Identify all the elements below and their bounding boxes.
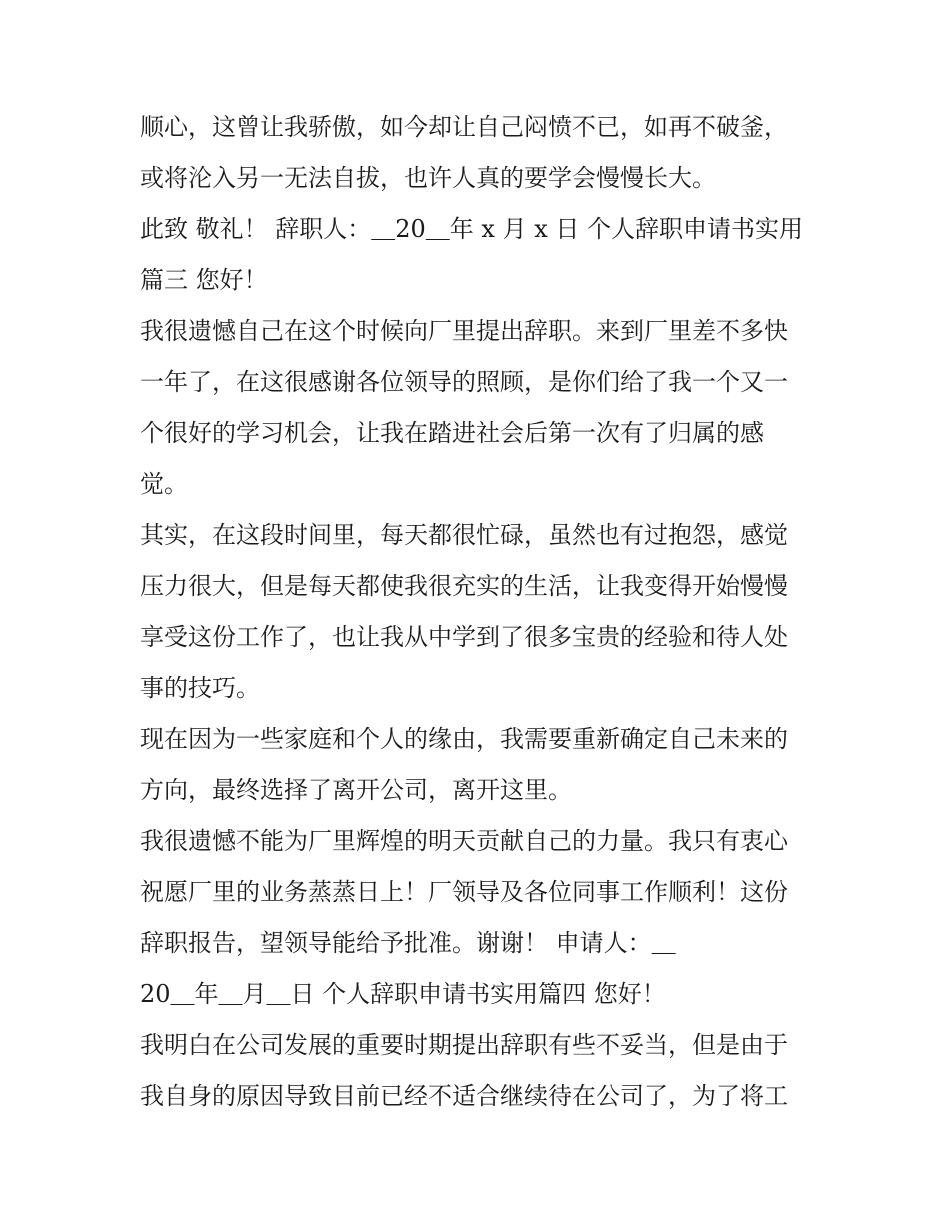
text-line: 个很好的学习机会，让我在踏进社会后第一次有了归属的感 — [140, 419, 764, 447]
text-line: 觉。 — [140, 470, 188, 498]
text-line: 方向，最终选择了离开公司，离开这里。 — [140, 776, 572, 804]
text-line: 我自身的原因导致目前已经不适合继续待在公司了，为了将工 — [140, 1082, 788, 1110]
text-line: 现在因为一些家庭和个人的缘由，我需要重新确定自己未来的 — [140, 725, 788, 753]
text-line: 一年了，在这很感谢各位领导的照顾，是你们给了我一个又一 — [140, 368, 788, 396]
text-line: 享受这份工作了，也让我从中学到了很多宝贵的经验和待人处 — [140, 623, 788, 651]
text-line: 顺心，这曾让我骄傲，如今却让自己闷愤不已，如再不破釜， — [140, 113, 788, 141]
text-line: 祝愿厂里的业务蒸蒸日上！厂领导及各位同事工作顺利！这份 — [140, 878, 788, 906]
text-line: 辞职报告，望领导能给予批准。谢谢！ 申请人：＿ — [140, 929, 676, 957]
text-line: 20＿年＿月＿日 个人辞职申请书实用篇四 您好！ — [140, 980, 666, 1008]
text-line: 或将沦入另一无法自拔，也许人真的要学会慢慢长大。 — [140, 164, 716, 192]
text-line: 压力很大，但是每天都使我很充实的生活，让我变得开始慢慢 — [140, 572, 788, 600]
text-line: 我明白在公司发展的重要时期提出辞职有些不妥当，但是由于 — [140, 1031, 788, 1059]
text-line: 篇三 您好！ — [140, 266, 268, 294]
text-line: 我很遗憾自己在这个时候向厂里提出辞职。来到厂里差不多快 — [140, 317, 788, 345]
text-line: 此致 敬礼！ 辞职人：＿20＿年 x 月 x 日 个人辞职申请书实用 — [140, 215, 804, 243]
text-line: 其实，在这段时间里，每天都很忙碌，虽然也有过抱怨，感觉 — [140, 521, 788, 549]
document-body — [140, 102, 820, 1122]
text-line: 我很遗憾不能为厂里辉煌的明天贡献自己的力量。我只有衷心 — [140, 827, 788, 855]
text-line: 事的技巧。 — [140, 674, 260, 702]
